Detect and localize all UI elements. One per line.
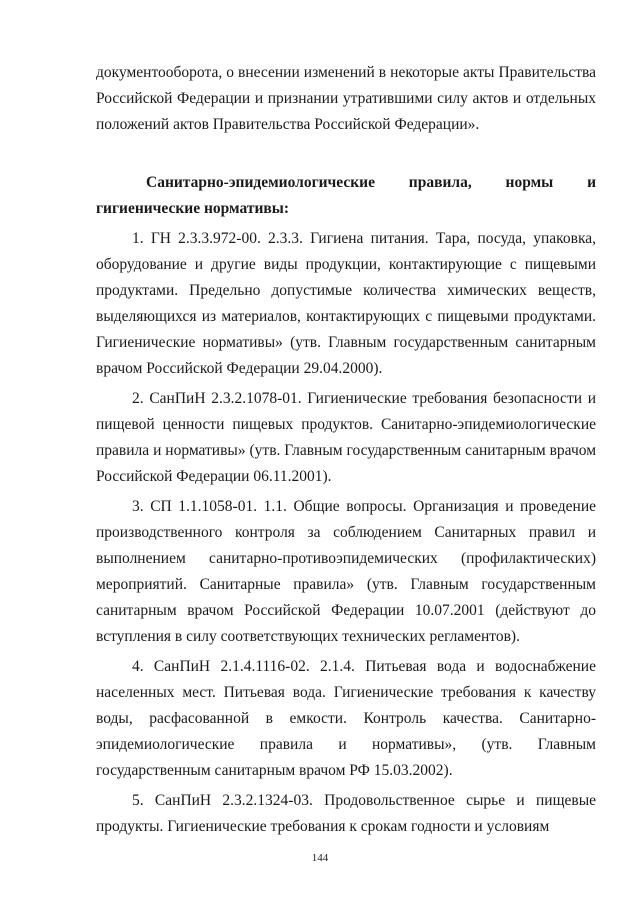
intro-paragraph: документооборота, о внесении изменений в некоторые акты Правительства Российской Федерации и признании утратившими силу актов и отдельных положений актов Правительства Российской Федерации». (96, 64, 596, 133)
list-item-2: 2. СанПиН 2.3.2.1078-01. Гигиенические требования безопасности и пищевой ценности пищевых продуктов. Санитарно-эпидемиологические правила и нормативы» (утв. Главным государственным санитарным врачом Российской Федерации 06.11.2001). (96, 390, 596, 485)
list-item-5: 5. СанПиН 2.3.2.1324-03. Продовольственное сырье и пищевые продукты. Гигиенические требования к срокам годности и условиям (96, 792, 596, 835)
document-page (96, 60, 596, 840)
list-item-1: 1. ГН 2.3.3.972-00. 2.3.3. Гигиена питания. Тара, посуда, упаковка, оборудование и другие виды продукции, контактирующие с пищевыми продуктами. Предельно допустимые количества химических веществ, выделяющихся из материалов, контактирующих с пищевыми продуктами. Гигиенические нормативы» (утв. Главным государственным санитарным врачом Российской Федерации 29.04.2000). (96, 230, 596, 377)
page-number: 144 (311, 852, 329, 864)
list-item-4: 4. СанПиН 2.1.4.1116-02. 2.1.4. Питьевая вода и водоснабжение населенных мест. Питьевая вода. Гигиенические требования к качеству воды, расфасованной в емкости. Контроль качества. Санитарно-эпидемиологические правила и нормативы», (утв. Главным государственным санитарным врачом РФ 15.03.2002). (96, 658, 596, 779)
list-item-3: 3. СП 1.1.1058-01. 1.1. Общие вопросы. Организация и проведение производственного контроля за соблюдением Санитарных правил и выполнением санитарно-противоэпидемических (профилактических) мероприятий. Санитарные правила» (утв. Главным государственным санитарным врачом Российской Федерации 10.07.2001 (действуют до вступления в силу соответствующих технических регламентов). (96, 498, 596, 645)
section-heading: Санитарно-эпидемиологические правила, нормы и гигиенические нормативы: (96, 174, 596, 217)
